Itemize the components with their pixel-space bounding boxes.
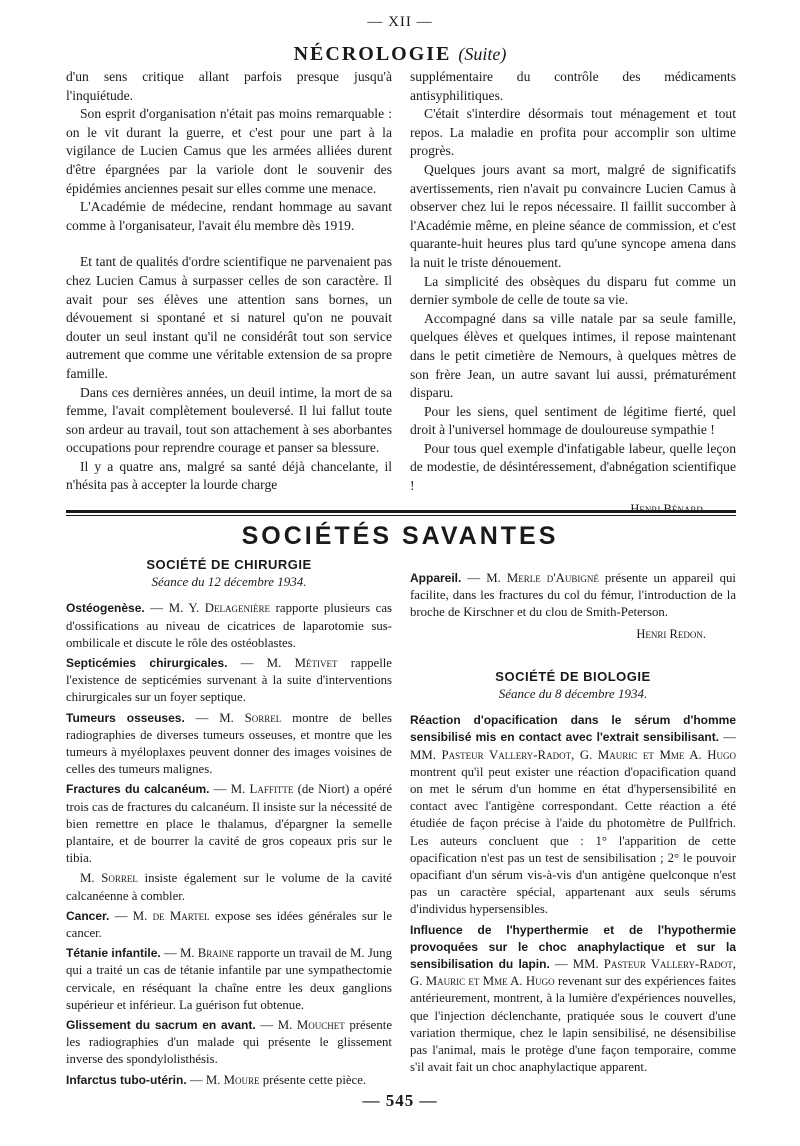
paragraph: Pour tous quel exemple d'infatigable labeur, quelle leçon de modestie, de désintéressement, d'abnégation scientifique ! xyxy=(410,440,736,494)
section-divider-thin xyxy=(66,515,736,516)
chirurgie-entry: Septicémies chirurgicales. — M. Métivet rappelle l'existence de septicémies survenant à la suite d'interventions chirurgicales sur un foyer septique. xyxy=(66,656,392,705)
entry-keyword: Ostéogenèse. xyxy=(66,601,145,616)
entry-text: montre de belles radiographies de diverses tumeurs osseuses, et montre que les tumeurs à myéloplaxes peuvent donner des images voisines de celles des tumeurs malignes. xyxy=(66,710,392,777)
entry-author: M. Sorrel xyxy=(80,871,138,886)
top-folio: — XII — xyxy=(367,14,433,30)
paragraph: Accompagné dans sa ville natale par sa seule famille, quelques élèves et quelques intimes, il repose maintenant dans le petit cimetière de Nemours, à quelques mètres de son frère Jean, un autre savant lui aussi, prématurément disparu. xyxy=(410,310,736,401)
entry-keyword: Tumeurs osseuses. xyxy=(66,710,185,725)
chirurgie-column xyxy=(66,556,392,1092)
biologie-heading: SOCIÉTÉ DE BIOLOGIE xyxy=(495,668,651,684)
paragraph: Et tant de qualités d'ordre scientifique ne parvenaient pas chez Lucien Camus à surpasser celles de son caractère. Il avait pour ses élèves une attention sans bornes, un dévouement si spontané et si naturel qu'on ne pouvait douter un seul instant qu'il ne considérât tout son service autrement que comme une véritable extension de sa propre famille. xyxy=(66,254,392,381)
entry-keyword: Septicémies chirurgicales. xyxy=(66,656,228,671)
paragraph: d'un sens critique allant parfois presque jusqu'à l'inquiétude. xyxy=(66,69,392,103)
chirurgie-entry: Glissement du sacrum en avant. — M. Mouchet présente les radiographies d'un malade qui présente le glissement inverse des spondylolisthésis. xyxy=(66,1018,392,1067)
societes-savantes-title: SOCIÉTÉS SAVANTES xyxy=(241,522,559,550)
section-divider xyxy=(66,510,736,513)
entry-keyword: Appareil. xyxy=(410,571,462,585)
entry-keyword: Fractures du calcanéum. xyxy=(66,782,210,797)
entry-keyword: Glissement du sacrum en avant. xyxy=(66,1018,256,1033)
necrologie-right-column xyxy=(410,68,736,518)
chirurgie-entry: Ostéogenèse. — M. Y. Delagenière rapporte plusieurs cas d'ossifications au niveau de cicatrices de laparotomie sus-ombilicale et discute le rôle des ostéoblastes. xyxy=(66,601,392,650)
entry-author: MM. Pasteur Vallery-Radot, G. Mauric et Mme A. Hugo xyxy=(410,957,736,989)
paragraph: Dans ces dernières années, un deuil intime, la mort de sa femme, l'avait complètement bouleversé. Il lui fallut toute son ardeur au travail, tout son attachement à ses aborbantes occupations pour reprendre courage et panser sa blessure. xyxy=(66,384,392,456)
paragraph: L'Académie de médecine, rendant hommage au savant comme à l'organisateur, l'avait élu membre dès 1919. xyxy=(66,199,392,233)
necrologie-title xyxy=(0,43,800,66)
bottom-folio: — 545 — xyxy=(362,1091,438,1110)
necrologie-title-text: NÉCROLOGIE xyxy=(293,43,452,65)
entry-text: rapporte plusieurs cas d'ossifications au niveau de cicatrices de laparotomie sus-ombilicale et discute le rôle des ostéoblastes. xyxy=(66,601,392,650)
entry-text: rapporte un travail de M. Jung qui a traité un cas de tétanie infantile par une sympathectomie cervicale, en réséquant la chaîne entre les deux ganglions supérieur et inférieur. La guérison fut obtenue. xyxy=(66,946,392,1012)
paragraph: La simplicité des obsèques du disparu fut comme un dernier symbole de celle de toute sa vie. xyxy=(410,273,736,308)
entry-text: insiste également sur le volume de la cavité calcanéenne à combler. xyxy=(66,871,392,903)
paragraph: Pour les siens, quel sentiment de légitime fierté, quel droit à l'universel hommage de douloureuse sympathie ! xyxy=(410,403,736,438)
paragraph: Son esprit d'organisation n'était pas moins remarquable : on le vit durant la guerre, et c'est pour une part à la vigilance de Lucien Camus que les armées alliées durent d'être épargnées par la variole dont le souvenir des épidémies anciennes pesait sur elles comme une menace. xyxy=(66,106,392,196)
necrologie-signature: Henri Bénard. xyxy=(630,501,706,516)
paragraph: Il y a quatre ans, malgré sa santé déjà chancelante, il n'hésita pas à accepter la lourde charge xyxy=(66,458,392,493)
entry-text: (de Niort) a opéré trois cas de fractures du calcanéum. Il insiste sur la nécessité de bien remettre en place le thalamus, d'épargner la semelle plantaire, et de bourrer la cavité de gros copeaux pris sur le tibia. xyxy=(66,782,392,866)
entry-author: M. Merle d'Aubigné xyxy=(486,571,599,585)
entry-text: présente les radiographies d'un malade qui présente le glissement inverse des spondylolisthésis. xyxy=(66,1018,392,1067)
paragraph: Quelques jours avant sa mort, malgré de significatifs avertissements, rien n'avait pu convaincre Lucien Camus à observer chez lui le repos nécessaire. Il faillit succomber à l'Académie même, en pleine séance de commission, et c'est quarante-huit heures plus tard qu'une syncope amena dans la nuit le triste dénouement. xyxy=(410,161,736,270)
biologie-date: Séance du 8 décembre 1934. xyxy=(498,686,648,702)
chirurgie-heading: SOCIÉTÉ DE CHIRURGIE xyxy=(146,557,312,572)
necrologie-title-suite: (Suite) xyxy=(458,44,507,64)
entry-text: présente cette pièce. xyxy=(262,1072,367,1087)
entry-text: revenant sur des expériences faites antérieurement, montrent, à la lumière d'expériences nouvelles, que l'injection déclenchante, pratiquée sous le couvert d'une variation thermique, chez le lapin sensibilisé, ne désensibilise pas l'animal, mais le protège d'une façon temporaire, comme s'il avait fait un choc anaphylactique apparent. xyxy=(410,974,736,1075)
appareil-entry: Appareil. — M. Merle d'Aubigné présente un appareil qui facilite, dans les fractures du col du fémur, l'introduction de la broche de Kirschner et du clou de Smith-Peterson. xyxy=(410,571,736,620)
right-societes-column xyxy=(410,570,736,1079)
entry-author: M. Mouchet xyxy=(277,1018,345,1033)
entry-text: rappelle l'existence de septicémies survenant à la suite d'interventions chirurgicales sur un foyer septique. xyxy=(66,656,392,705)
chirurgie-signature: Henri Redon. xyxy=(636,626,706,641)
entry-text: présente un appareil qui facilite, dans les fractures du col du fémur, l'introduction de la broche de Kirschner et du clou de Smith-Peterson. xyxy=(410,571,736,620)
necrologie-left-column xyxy=(66,68,392,495)
entry-author: MM. Pasteur Vallery-Radot, G. Mauric et Mme A. Hugo xyxy=(410,747,736,762)
paragraph: C'était s'interdire désormais tout ménagement et tout repos. La maladie en profita pour accomplir son ultime progrès. xyxy=(410,106,736,159)
chirurgie-entry xyxy=(66,870,392,904)
chirurgie-entry: Tumeurs osseuses. — M. Sorrel montre de belles radiographies de diverses tumeurs osseuses, et montre que les tumeurs à myéloplaxes peuvent donner des images voisines de celles des tumeurs malignes. xyxy=(66,710,392,777)
entry-author: M. Moure xyxy=(205,1072,260,1087)
entry-author: M. Y. Delagenière xyxy=(168,601,271,616)
entry-keyword: Tétanie infantile. xyxy=(66,946,161,961)
entry-author: M. Sorrel xyxy=(219,710,282,725)
entry-keyword: Réaction d'opacification dans le sérum d'homme sensibilisé mis en contact avec l'extrait sensibilisant. xyxy=(410,713,736,745)
biologie-entry: Influence de l'hyperthermie et de l'hypothermie provoquées sur le choc anaphylactique et sur la sensibilisation du lapin. — MM. Pasteur Vallery-Radot, G. Mauric et Mme A. Hugo revenant sur des expériences faites antérieurement, montrent, à la lumière d'expériences nouvelles, que l'injection déclenchante, pratiquée sous le couvert d'une variation thermique, chez le lapin sensibilisé, ne désensibilise pas l'animal, mais le protège d'une façon temporaire, comme s'il avait fait un choc anaphylactique apparent. xyxy=(410,922,736,1075)
entry-keyword: Infarctus tubo-utérin. xyxy=(66,1072,187,1087)
chirurgie-entry: Cancer. — M. de Martel expose ses idées générales sur le cancer. xyxy=(66,908,393,941)
entry-author: M. de Martel xyxy=(132,908,210,923)
chirurgie-entry: Infarctus tubo-utérin. — M. Moure présente cette pièce. xyxy=(66,1072,367,1087)
biologie-entry: Réaction d'opacification dans le sérum d'homme sensibilisé mis en contact avec l'extrait sensibilisant. — MM. Pasteur Vallery-Radot, G. Mauric et Mme A. Hugo montrent qu'il peut exister une réaction d'opacification quand on met le sérum d'un homme en état d'hypersensibilité en contact avec l'antigène correspondant. Cette réaction a été étudiée de façon précise à l'aide du photomètre de Pullfrich. Les auteurs concluent que : 1° l'apparition de cette opacification n'est pas un test de sensibilisation ; 2° le pouvoir opacifiant d'un sérum vis-à-vis d'un antigène quelconque n'est pas un caractère spécial, appartenant aux seuls sérums d'individus hypersensibles. xyxy=(410,713,736,917)
chirurgie-date: Séance du 12 décembre 1934. xyxy=(151,574,307,590)
chirurgie-entry: Fractures du calcanéum. — M. Laffitte (de Niort) a opéré trois cas de fractures du calcanéum. Il insiste sur la nécessité de bien remettre en place le thalamus, d'épargner la semelle plantaire, et de bourrer la cavité de gros copeaux pris sur le tibia. xyxy=(66,782,392,866)
entry-text: montrent qu'il peut exister une réaction d'opacification quand on met le sérum d'un homme en état d'hypersensibilité en contact avec l'antigène correspondant. Cette réaction a été étudiée de façon précise à l'aide du photomètre de Pullfrich. Les auteurs concluent que : 1° l'apparition de cette opacification n'est pas un test de sensibilisation ; 2° le pouvoir opacifiant d'un sérum vis-à-vis d'un antigène quelconque n'est pas un caractère spécial, appartenant aux seuls sérums d'individus hypersensibles. xyxy=(410,764,736,917)
entry-author: M. Braine xyxy=(179,946,234,961)
entry-text: expose ses idées générales sur le cancer. xyxy=(66,908,393,941)
entry-keyword: Influence de l'hyperthermie et de l'hypothermie provoquées sur le choc anaphylactique et sur la sensibilisation du lapin. xyxy=(410,922,736,972)
entry-author: M. Laffitte xyxy=(230,782,294,797)
paragraph: supplémentaire du contrôle des médicaments antisyphilitiques. xyxy=(410,69,736,103)
entry-keyword: Cancer. xyxy=(66,908,110,923)
chirurgie-entry: Tétanie infantile. — M. Braine rapporte un travail de M. Jung qui a traité un cas de tétanie infantile par une sympathectomie cervicale, en réséquant la chaîne entre les deux ganglions supérieur et inférieur. La guérison fut obtenue. xyxy=(66,946,392,1012)
entry-author: M. Métivet xyxy=(266,656,338,671)
